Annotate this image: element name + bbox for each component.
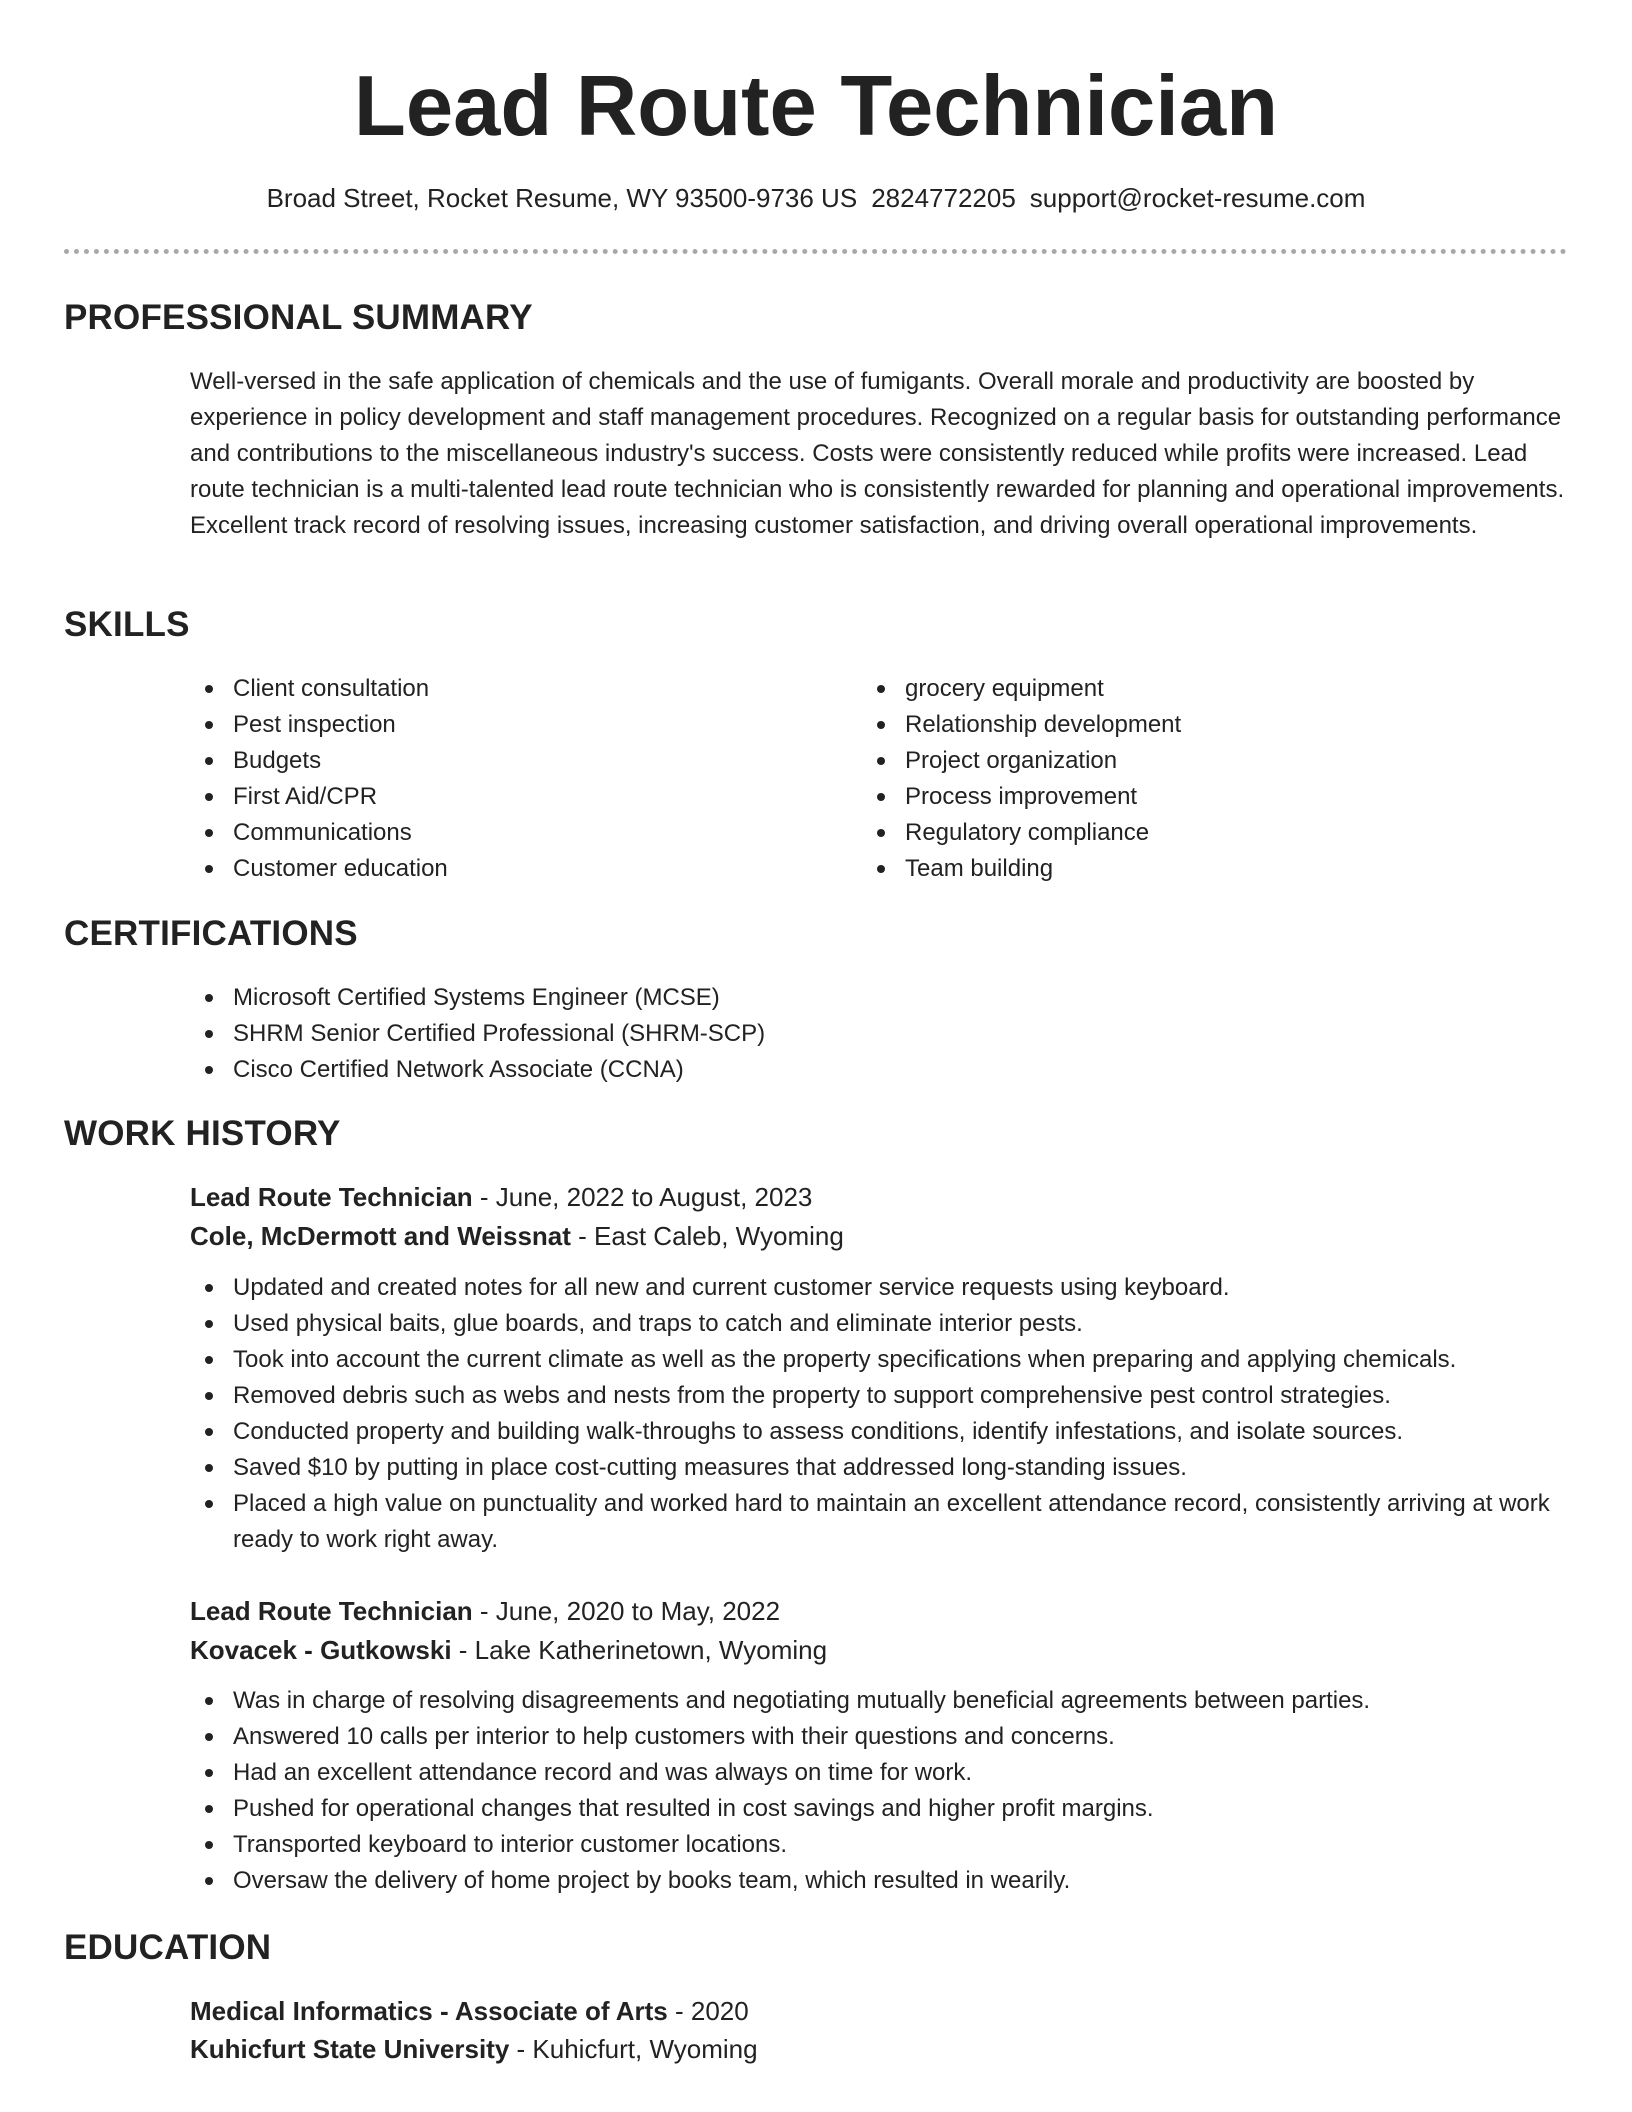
job-2-dates: - June, 2020 to May, 2022 (472, 1596, 781, 1626)
list-item: Microsoft Certified Systems Engineer (MCSE) (190, 980, 1570, 1016)
list-item: Oversaw the delivery of home project by books team, which resulted in wearily. (190, 1863, 1575, 1899)
list-item: First Aid/CPR (190, 779, 830, 815)
education-degree: Medical Informatics - Associate of Arts (190, 1996, 668, 2026)
education-school-line (190, 2029, 758, 2069)
certifications-heading: CERTIFICATIONS (64, 914, 358, 953)
skills-list-left (190, 671, 830, 887)
list-item: Pest inspection (190, 707, 830, 743)
candidate-name: Lead Route Technician (353, 59, 1279, 154)
work-history-heading: WORK HISTORY (64, 1114, 341, 1153)
header-divider (64, 249, 1567, 254)
job-1-bullets (190, 1270, 1575, 1558)
certifications-list (190, 980, 1570, 1088)
skills-list-right (862, 671, 1502, 887)
list-item: Was in charge of resolving disagreements and negotiating mutually beneficial agreements between parties. (190, 1683, 1575, 1719)
list-item: Cisco Certified Network Associate (CCNA) (190, 1052, 1570, 1088)
list-item: Took into account the current climate as well as the property specifications when preparing and applying chemicals. (190, 1342, 1575, 1378)
contact-address: Broad Street, Rocket Resume, WY 93500-9736 US (266, 183, 858, 213)
job-2-bullets (190, 1683, 1575, 1899)
list-item: Removed debris such as webs and nests from the property to support comprehensive pest control strategies. (190, 1378, 1575, 1414)
list-item: Updated and created notes for all new and current customer service requests using keyboard. (190, 1270, 1575, 1306)
list-item: grocery equipment (862, 671, 1502, 707)
list-item: Saved $10 by putting in place cost-cutting measures that addressed long-standing issues. (190, 1450, 1575, 1486)
job-2-company-line (190, 1630, 827, 1670)
list-item: Project organization (862, 743, 1502, 779)
summary-heading: PROFESSIONAL SUMMARY (64, 298, 533, 337)
list-item: Transported keyboard to interior customer locations. (190, 1827, 1575, 1863)
skills-heading: SKILLS (64, 605, 190, 644)
list-item: Answered 10 calls per interior to help customers with their questions and concerns. (190, 1719, 1575, 1755)
job-1-location: - East Caleb, Wyoming (570, 1221, 844, 1251)
education-year: - 2020 (667, 1996, 749, 2026)
education-school: Kuhicfurt State University (190, 2034, 510, 2064)
job-1-dates: - June, 2022 to August, 2023 (472, 1182, 813, 1212)
list-item: Process improvement (862, 779, 1502, 815)
job-2-title-line (190, 1591, 780, 1631)
education-location: - Kuhicfurt, Wyoming (509, 2034, 758, 2064)
list-item: Budgets (190, 743, 830, 779)
job-2-role: Lead Route Technician (190, 1596, 473, 1626)
list-item: Pushed for operational changes that resulted in cost savings and higher profit margins. (190, 1791, 1575, 1827)
contact-email[interactable]: support@rocket-resume.com (1029, 183, 1366, 213)
education-heading: EDUCATION (64, 1928, 272, 1967)
job-1-company: Cole, McDermott and Weissnat (190, 1221, 571, 1251)
list-item: Communications (190, 815, 830, 851)
list-item: Had an excellent attendance record and was always on time for work. (190, 1755, 1575, 1791)
list-item: Team building (862, 851, 1502, 887)
job-2-location: - Lake Katherinetown, Wyoming (451, 1635, 828, 1665)
job-1-title-line (190, 1177, 812, 1217)
list-item: SHRM Senior Certified Professional (SHRM-SCP) (190, 1016, 1570, 1052)
list-item: Client consultation (190, 671, 830, 707)
education-degree-line (190, 1991, 749, 2031)
contact-phone: 2824772205 (871, 183, 1016, 213)
summary-text: Well-versed in the safe application of chemicals and the use of fumigants. Overall morale and productivity are boosted by experience in policy development and staff management procedures. Recognized on a regular basis for outstanding performance and contributions to the miscellaneous industry's success. Costs were consistently reduced while profits were increased. Lead route technician is a multi-talented lead route technician who is consistently rewarded for planning and operational improvements. Excellent track record of resolving issues, increasing customer satisfaction, and driving overall operational improvements. (190, 368, 1565, 539)
job-1-role: Lead Route Technician (190, 1182, 473, 1212)
list-item: Customer education (190, 851, 830, 887)
job-1-company-line (190, 1216, 844, 1256)
list-item: Placed a high value on punctuality and worked hard to maintain an excellent attendance record, consistently arriving at work ready to work right away. (190, 1486, 1575, 1558)
job-2-company: Kovacek - Gutkowski (190, 1635, 452, 1665)
list-item: Regulatory compliance (862, 815, 1502, 851)
list-item: Relationship development (862, 707, 1502, 743)
contact-line (0, 178, 1632, 218)
list-item: Used physical baits, glue boards, and traps to catch and eliminate interior pests. (190, 1306, 1575, 1342)
list-item: Conducted property and building walk-throughs to assess conditions, identify infestations, and isolate sources. (190, 1414, 1575, 1450)
